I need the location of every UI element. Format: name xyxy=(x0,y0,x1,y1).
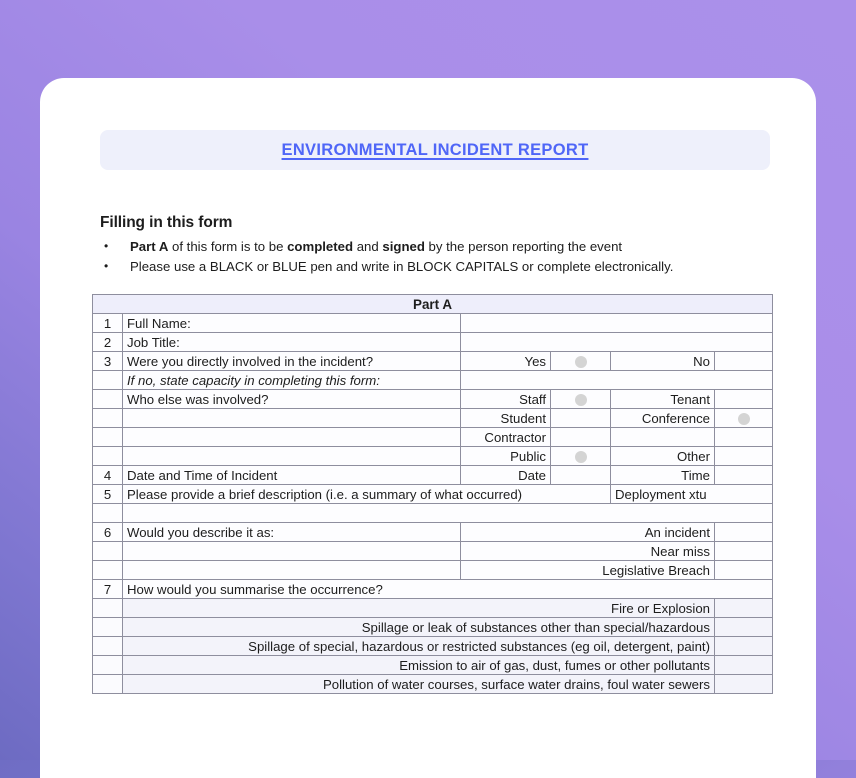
table-row-summarise-pollution xyxy=(93,675,773,694)
option-label-tenant: Tenant xyxy=(611,390,715,409)
table-row-date-time-of-incident xyxy=(93,466,773,485)
document-title-banner xyxy=(100,130,770,170)
label-date: Date xyxy=(461,466,551,485)
bullet-icon: • xyxy=(100,237,130,256)
spacer-cell xyxy=(123,447,461,466)
row-number-blank xyxy=(93,561,123,580)
table-row-summarise-prompt xyxy=(93,580,773,599)
table-row-involved-student-conference xyxy=(93,409,773,428)
table-row-brief-description-prompt xyxy=(93,485,773,504)
option-label-conference: Conference xyxy=(611,409,715,428)
input-full-name[interactable] xyxy=(461,314,773,333)
instruction-item-2 xyxy=(100,257,780,276)
option-label-no: No xyxy=(611,352,715,371)
note-deployment: Deployment xtu xyxy=(611,485,773,504)
checkbox-fire-or-explosion[interactable] xyxy=(715,599,773,618)
checkbox-water-pollution[interactable] xyxy=(715,675,773,694)
radio-no[interactable] xyxy=(715,352,773,371)
table-row-directly-involved xyxy=(93,352,773,371)
row-number-blank xyxy=(93,542,123,561)
table-row-summarise-emission xyxy=(93,656,773,675)
table-row-involved-public-other xyxy=(93,447,773,466)
checkbox-other[interactable] xyxy=(715,447,773,466)
table-row-job-title xyxy=(93,333,773,352)
label-date-time-of-incident: Date and Time of Incident xyxy=(123,466,461,485)
section-header-part-a: Part A xyxy=(93,295,773,314)
option-label-yes: Yes xyxy=(461,352,551,371)
input-time[interactable] xyxy=(715,466,773,485)
row-number-blank xyxy=(93,599,123,618)
row-number-2: 2 xyxy=(93,333,123,352)
table-row-describe-near-miss xyxy=(93,542,773,561)
row-number-blank xyxy=(93,371,123,390)
table-row-state-capacity xyxy=(93,371,773,390)
instructions-block xyxy=(100,214,780,276)
option-label-staff: Staff xyxy=(461,390,551,409)
label-brief-description: Please provide a brief description (i.e. a summary of what occurred) xyxy=(123,485,611,504)
label-state-capacity: If no, state capacity in completing this form: xyxy=(123,371,461,390)
table-row-brief-description-input xyxy=(93,504,773,523)
label-full-name: Full Name: xyxy=(123,314,461,333)
row-number-blank xyxy=(93,618,123,637)
checkbox-contractor[interactable] xyxy=(551,428,611,447)
instruction-item-1-text: Part A of this form is to be completed and signed by the person reporting the event xyxy=(130,237,780,256)
instruction-item-2-text: Please use a BLACK or BLUE pen and write in BLOCK CAPITALS or complete electronically. xyxy=(130,257,780,276)
checkbox-emission-to-air[interactable] xyxy=(715,656,773,675)
checkbox-conference[interactable] xyxy=(715,409,773,428)
row-number-blank xyxy=(93,409,123,428)
checkbox-student[interactable] xyxy=(551,409,611,428)
row-number-blank xyxy=(93,656,123,675)
checkbox-staff[interactable] xyxy=(551,390,611,409)
label-directly-involved: Were you directly involved in the incident? xyxy=(123,352,461,371)
table-row-full-name xyxy=(93,314,773,333)
row-number-1: 1 xyxy=(93,314,123,333)
part-a-form-table xyxy=(92,294,773,694)
spacer-cell xyxy=(123,409,461,428)
checkbox-blank[interactable] xyxy=(715,428,773,447)
row-number-5: 5 xyxy=(93,485,123,504)
checkbox-spillage-hazardous[interactable] xyxy=(715,637,773,656)
option-label-spillage-non-hazardous: Spillage or leak of substances other than special/hazardous xyxy=(123,618,715,637)
table-section-header-row xyxy=(93,295,773,314)
row-number-7: 7 xyxy=(93,580,123,599)
row-number-blank xyxy=(93,504,123,523)
table-row-summarise-spillage-hazardous xyxy=(93,637,773,656)
instruction-item-1 xyxy=(100,237,780,256)
row-number-6: 6 xyxy=(93,523,123,542)
row-number-blank xyxy=(93,390,123,409)
bullet-icon: • xyxy=(100,257,130,276)
row-number-blank xyxy=(93,428,123,447)
label-who-else-involved: Who else was involved? xyxy=(123,390,461,409)
option-label-water-pollution: Pollution of water courses, surface water drains, foul water sewers xyxy=(123,675,715,694)
row-number-blank xyxy=(93,675,123,694)
table-row-who-else-involved xyxy=(93,390,773,409)
checkbox-near-miss[interactable] xyxy=(715,542,773,561)
row-number-4: 4 xyxy=(93,466,123,485)
row-number-blank xyxy=(93,637,123,656)
input-brief-description[interactable] xyxy=(123,504,773,523)
option-label-fire-or-explosion: Fire or Explosion xyxy=(123,599,715,618)
radio-marker-filled-icon xyxy=(738,413,750,425)
radio-yes[interactable] xyxy=(551,352,611,371)
row-number-3: 3 xyxy=(93,352,123,371)
option-label-public: Public xyxy=(461,447,551,466)
option-label-an-incident: An incident xyxy=(461,523,715,542)
input-date[interactable] xyxy=(551,466,611,485)
option-label-student: Student xyxy=(461,409,551,428)
option-label-legislative-breach: Legislative Breach xyxy=(461,561,715,580)
input-state-capacity[interactable] xyxy=(461,371,773,390)
page-title: ENVIRONMENTAL INCIDENT REPORT xyxy=(282,141,589,160)
checkbox-legislative-breach[interactable] xyxy=(715,561,773,580)
spacer-cell xyxy=(123,561,461,580)
row-number-blank xyxy=(93,447,123,466)
radio-marker-filled-icon xyxy=(575,394,587,406)
checkbox-public[interactable] xyxy=(551,447,611,466)
radio-marker-filled-icon xyxy=(575,356,587,368)
instructions-heading: Filling in this form xyxy=(100,214,780,232)
table-row-describe-legislative-breach xyxy=(93,561,773,580)
input-job-title[interactable] xyxy=(461,333,773,352)
table-row-describe-as xyxy=(93,523,773,542)
table-row-summarise-spillage-other xyxy=(93,618,773,637)
label-time: Time xyxy=(611,466,715,485)
option-label-near-miss: Near miss xyxy=(461,542,715,561)
table-row-involved-contractor xyxy=(93,428,773,447)
option-label-spillage-hazardous: Spillage of special, hazardous or restricted substances (eg oil, detergent, paint) xyxy=(123,637,715,656)
option-label-other: Other xyxy=(611,447,715,466)
label-describe-as: Would you describe it as: xyxy=(123,523,461,542)
table-row-summarise-fire xyxy=(93,599,773,618)
checkbox-spillage-non-hazardous[interactable] xyxy=(715,618,773,637)
option-label-blank xyxy=(611,428,715,447)
radio-marker-filled-icon xyxy=(575,451,587,463)
spacer-cell xyxy=(123,428,461,447)
label-job-title: Job Title: xyxy=(123,333,461,352)
option-label-emission-to-air: Emission to air of gas, dust, fumes or other pollutants xyxy=(123,656,715,675)
option-label-contractor: Contractor xyxy=(461,428,551,447)
checkbox-an-incident[interactable] xyxy=(715,523,773,542)
label-summarise-occurrence: How would you summarise the occurrence? xyxy=(123,580,773,599)
checkbox-tenant[interactable] xyxy=(715,390,773,409)
spacer-cell xyxy=(123,542,461,561)
